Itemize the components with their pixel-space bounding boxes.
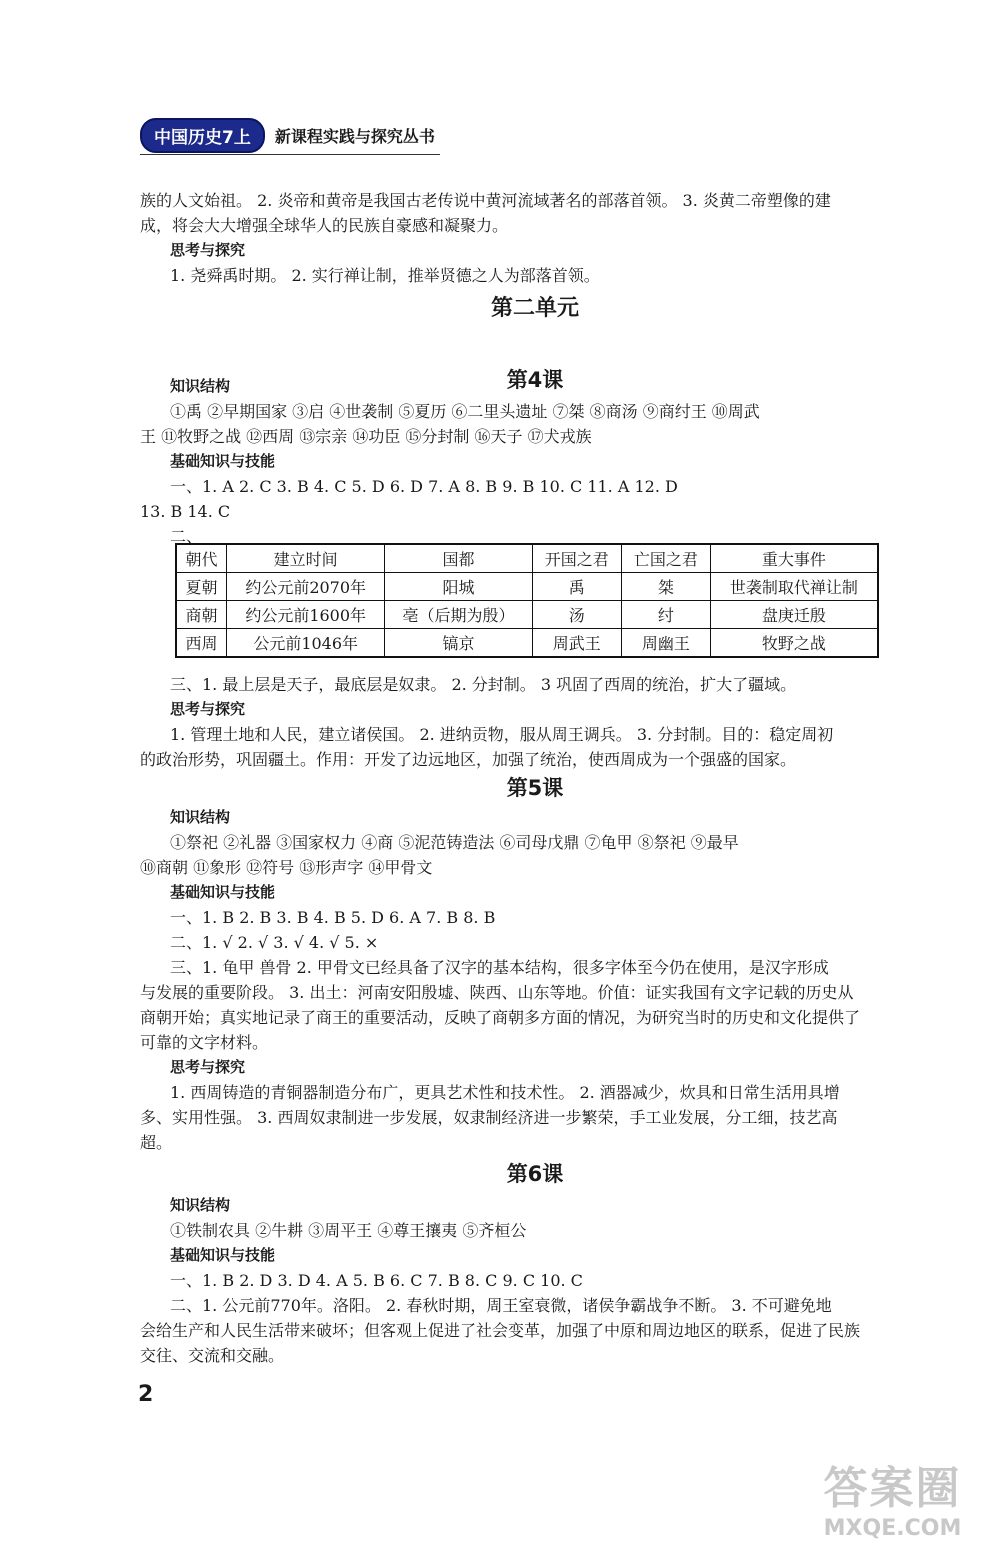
section-heading: 思考与探究 xyxy=(170,241,246,259)
table-cell: 周幽王 xyxy=(621,629,710,658)
intro-line: 族的人文始祖。 2. 炎帝和黄帝是我国古老传说中黄河流域著名的部落首领。 3. 炎黄二帝塑像的建 xyxy=(140,191,831,210)
lesson5-section xyxy=(140,776,930,1155)
table-row xyxy=(176,573,878,601)
answer-label: 二、 xyxy=(170,527,203,546)
answer-line: 二、1. √ 2. √ 3. √ 4. √ 5. × xyxy=(170,933,379,952)
table-header-row xyxy=(176,544,878,573)
table-cell: 阳城 xyxy=(385,573,533,601)
table-cell: 桀 xyxy=(621,573,710,601)
intro-line: 成，将会大大增强全球华人的民族自豪感和凝聚力。 xyxy=(140,216,509,235)
table-row xyxy=(176,601,878,629)
table-cell: 镐京 xyxy=(385,629,533,658)
lesson6-title: 第6课 xyxy=(506,1162,564,1186)
answer-line: 一、1. B 2. B 3. B 4. B 5. D 6. A 7. B 8. B xyxy=(170,908,496,927)
table-cell: 汤 xyxy=(532,601,621,629)
table-header-cell: 开国之君 xyxy=(532,544,621,573)
watermark xyxy=(805,1452,980,1541)
table-cell: 公元前1046年 xyxy=(227,629,385,658)
section-heading: 知识结构 xyxy=(170,1196,231,1214)
knowledge-line: ①祭祀 ②礼器 ③国家权力 ④商 ⑤泥范铸造法 ⑥司母戊鼎 ⑦龟甲 ⑧祭祀 ⑨最早 xyxy=(170,833,739,852)
lesson5-title: 第5课 xyxy=(506,776,564,800)
intro-section xyxy=(140,188,930,288)
answer-line: 三、1. 龟甲 兽骨 2. 甲骨文已经具备了汉字的基本结构，很多字体至今仍在使用，是汉字形成 xyxy=(170,958,829,977)
table-cell: 约公元前2070年 xyxy=(227,573,385,601)
lesson4-knowledge xyxy=(140,372,930,549)
knowledge-line: ⑩商朝 ⑪象形 ⑫符号 ⑬形声字 ⑭甲骨文 xyxy=(140,858,433,877)
table-cell: 亳（后期为殷） xyxy=(385,601,533,629)
table-cell: 牧野之战 xyxy=(710,629,878,658)
table-cell: 夏朝 xyxy=(176,573,227,601)
answer-line: 1. 管理土地和人民，建立诸侯国。 2. 进纳贡物，服从周王调兵。 3. 分封制。目的：稳定周初 xyxy=(170,725,834,744)
table-header-cell: 建立时间 xyxy=(227,544,385,573)
dynasty-table xyxy=(175,543,879,658)
section-heading: 知识结构 xyxy=(170,377,231,395)
answer-line: 一、1. A 2. C 3. B 4. C 5. D 6. D 7. A 8. B 9. B 10. C 11. A 12. D xyxy=(170,477,678,496)
watermark-logo: 答案圈 xyxy=(823,1463,962,1514)
table-cell: 盘庚迁殷 xyxy=(710,601,878,629)
section-heading: 思考与探究 xyxy=(170,1058,246,1076)
table-header-cell: 重大事件 xyxy=(710,544,878,573)
table-cell: 纣 xyxy=(621,601,710,629)
table-header-cell: 亡国之君 xyxy=(621,544,710,573)
knowledge-line: 王 ⑪牧野之战 ⑫西周 ⑬宗亲 ⑭功臣 ⑮分封制 ⑯天子 ⑰犬戎族 xyxy=(140,427,592,446)
answer-line: 一、1. B 2. D 3. D 4. A 5. B 6. C 7. B 8. C 9. C 10. C xyxy=(170,1271,583,1290)
lesson4-title: 第4课 xyxy=(506,368,564,392)
subject-badge: 中国历史7上 xyxy=(140,118,265,153)
knowledge-line: ①铁制农具 ②牛耕 ③周平王 ④尊王攘夷 ⑤齐桓公 xyxy=(170,1221,527,1240)
table-cell: 禹 xyxy=(532,573,621,601)
answer-line: 多、实用性强。 3. 西周奴隶制进一步发展，奴隶制经济进一步繁荣，手工业发展，分工细，技艺高 xyxy=(140,1108,838,1127)
answer-line: 13. B 14. C xyxy=(140,502,231,521)
answer-line: 1. 尧舜禹时期。 2. 实行禅让制，推举贤德之人为部落首领。 xyxy=(170,266,600,285)
watermark-url: MXQE.COM xyxy=(823,1516,962,1541)
table-cell: 约公元前1600年 xyxy=(227,601,385,629)
book-header xyxy=(140,118,435,153)
section-heading: 基础知识与技能 xyxy=(170,1246,276,1264)
answer-line: 会给生产和人民生活带来破坏；但客观上促进了社会变革，加强了中原和周边地区的联系，促进了民族 xyxy=(140,1321,861,1340)
answer-line: 1. 西周铸造的青铜器制造分布广，更具艺术性和技术性。 2. 酒器减少，炊具和日常生活用具增 xyxy=(170,1083,840,1102)
unit-title: 第二单元 xyxy=(490,296,579,321)
section-heading: 基础知识与技能 xyxy=(170,452,276,470)
answer-line: 三、1. 最上层是天子，最底层是奴隶。 2. 分封制。 3 巩固了西周的统治，扩大了疆域。 xyxy=(170,675,797,694)
unit-heading-wrap xyxy=(140,296,930,321)
answer-line: 超。 xyxy=(140,1133,173,1152)
answer-line: 与发展的重要阶段。 3. 出土：河南安阳殷墟、陕西、山东等地。价值：证实我国有文字记载的历史从 xyxy=(140,983,854,1002)
answer-line: 的政治形势，巩固疆土。作用：开发了边远地区，加强了统治，使西周成为一个强盛的国家。 xyxy=(140,750,797,769)
lesson6-section xyxy=(140,1162,930,1368)
table-cell: 西周 xyxy=(176,629,227,658)
table-header-cell: 朝代 xyxy=(176,544,227,573)
section-heading: 基础知识与技能 xyxy=(170,883,276,901)
answer-line: 交往、交流和交融。 xyxy=(140,1346,285,1365)
answer-line: 商朝开始；真实地记录了商王的重要活动，反映了商朝多方面的情况，为研究当时的历史和文化提供了 xyxy=(140,1008,861,1027)
section-heading: 思考与探究 xyxy=(170,700,246,718)
header-divider xyxy=(140,154,440,155)
section-heading: 知识结构 xyxy=(170,808,231,826)
table-header-cell: 国都 xyxy=(385,544,533,573)
knowledge-line: ①禹 ②早期国家 ③启 ④世袭制 ⑤夏历 ⑥二里头遗址 ⑦桀 ⑧商汤 ⑨商纣王 ⑩周武 xyxy=(170,402,760,421)
table-cell: 商朝 xyxy=(176,601,227,629)
series-title: 新课程实践与探究丛书 xyxy=(274,127,435,146)
table-row xyxy=(176,629,878,658)
table-cell: 周武王 xyxy=(532,629,621,658)
lesson4-rest xyxy=(140,672,930,772)
answer-line: 可靠的文字材料。 xyxy=(140,1033,269,1052)
answer-line: 二、1. 公元前770年。洛阳。 2. 春秋时期，周王室衰微，诸侯争霸战争不断。 3. 不可避免地 xyxy=(170,1296,832,1315)
table-cell: 世袭制取代禅让制 xyxy=(710,573,878,601)
page-number: 2 xyxy=(138,1382,154,1407)
